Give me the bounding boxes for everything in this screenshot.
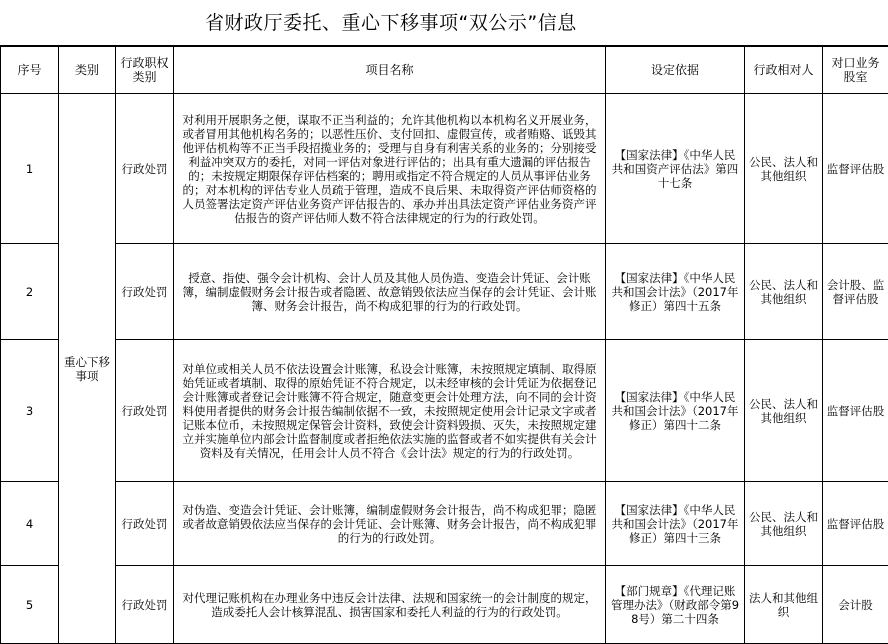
table-row: [1, 244, 888, 340]
row-seq: 4: [1, 482, 59, 566]
row-basis: 【国家法律】《中华人民共和国会计法》（2017年修正）第四十二条: [606, 340, 745, 482]
category-cell: 重心下移事项: [59, 94, 116, 644]
row-item-name: 对利用开展职务之便，谋取不正当利益的；允许其他机构以本机构名义开展业务，或者冒用其他机构名务的；以恶性压价、支付回扣、虚假宣传，或者贿赂、诋毁其他评估机构等不正当手段招揽业务的；受理与自身有利害关系的业务的；分别接受利益冲突双方的委托，对同一评估对象进行评估的；出具有重大遗漏的评估报告的；未按规定期限保存评估档案的；聘用或指定不符合规定的人员从事评估业务的；对本机构的评估专业人员疏于管理，造成不良后果、未取得资产评估师资格的人员签署法定资产评估业务资产评估报告的、承办并出具法定资产评估业务资产评估报告的资产评估师人数不符合法律规定的行为的行政处罚。: [174, 94, 606, 244]
row-office: 会计股: [823, 566, 888, 644]
row-office: 监督评估股: [823, 482, 888, 566]
row-counterpart: 公民、法人和其他组织: [745, 244, 823, 340]
row-seq: 5: [1, 566, 59, 644]
row-item-name: 对单位或相关人员不依法设置会计账簿，私设会计账簿，未按照规定填制、取得原始凭证或者填制、取得的原始凭证不符合规定，以未经审核的会计凭证为依据登记会计账簿或者登记会计账簿不符合规定，随意变更会计处理方法，向不同的会计资料使用者提供的财务会计报告编制依据不一致，未按照规定使用会计记录文字或者记账本位币，未按照规定保管会计资料，致使会计资料毁损、灭失，未按照规定建立并实施单位内部会计监督制度或者拒绝依法实施的监督或者不如实提供有关会计资料及有关情况，任用会计人员不符合《会计法》规定的行为的行政处罚。: [174, 340, 606, 482]
header-counterpart: 行政相对人: [745, 47, 823, 94]
header-seq: 序号: [1, 47, 59, 94]
header-item-name: 项目名称: [174, 47, 606, 94]
header-category: 类别: [59, 47, 116, 94]
row-counterpart: 法人和其他组织: [745, 566, 823, 644]
row-basis: 【国家法律】《中华人民共和国会计法》（2017年修正）第四十五条: [606, 244, 745, 340]
header-office: 对口业务股室: [823, 47, 888, 94]
table-row: [1, 566, 888, 644]
row-power-type: 行政处罚: [116, 244, 174, 340]
row-counterpart: 公民、法人和其他组织: [745, 94, 823, 244]
row-basis: 【部门规章】《代理记账管理办法》（财政部令第98号）第二十四条: [606, 566, 745, 644]
row-office: 监督评估股: [823, 94, 888, 244]
header-power-type: 行政职权类别: [116, 47, 174, 94]
header-row: [1, 47, 888, 94]
row-office: 监督评估股: [823, 340, 888, 482]
row-basis: 【国家法律】《中华人民共和国会计法》（2017年修正）第四十三条: [606, 482, 745, 566]
row-office: 会计股、监督评估股: [823, 244, 888, 340]
row-power-type: 行政处罚: [116, 482, 174, 566]
row-item-name: 对伪造、变造会计凭证、会计账簿，编制虚假财务会计报告，尚不构成犯罪；隐匿或者故意销毁依法应当保存的会计凭证、会计账簿、财务会计报告，尚不构成犯罪的行为的行政处罚。: [174, 482, 606, 566]
row-power-type: 行政处罚: [116, 566, 174, 644]
header-basis: 设定依据: [606, 47, 745, 94]
row-seq: 2: [1, 244, 59, 340]
table-row: [1, 482, 888, 566]
row-counterpart: 公民、法人和其他组织: [745, 482, 823, 566]
row-counterpart: 公民、法人和其他组织: [745, 340, 823, 482]
table-row: [1, 340, 888, 482]
row-power-type: 行政处罚: [116, 340, 174, 482]
row-seq: 1: [1, 94, 59, 244]
row-item-name: 授意、指使、强令会计机构、会计人员及其他人员伪造、变造会计凭证、会计账簿，编制虚假财务会计报告或者隐匿、故意销毁依法应当保存的会计凭证、会计账簿、财务会计报告，尚不构成犯罪的行为的行政处罚。: [174, 244, 606, 340]
sheet-title: 省财政厅委托、重心下移事项“双公示”信息: [0, 0, 888, 46]
row-item-name: 对代理记账机构在办理业务中违反会计法律、法规和国家统一的会计制度的规定，造成委托人会计核算混乱、损害国家和委托人利益的行为的行政处罚。: [174, 566, 606, 644]
row-power-type: 行政处罚: [116, 94, 174, 244]
info-table: [0, 46, 888, 644]
row-seq: 3: [1, 340, 59, 482]
table-row: [1, 94, 888, 244]
row-basis: 【国家法律】《中华人民共和国资产评估法》第四十七条: [606, 94, 745, 244]
